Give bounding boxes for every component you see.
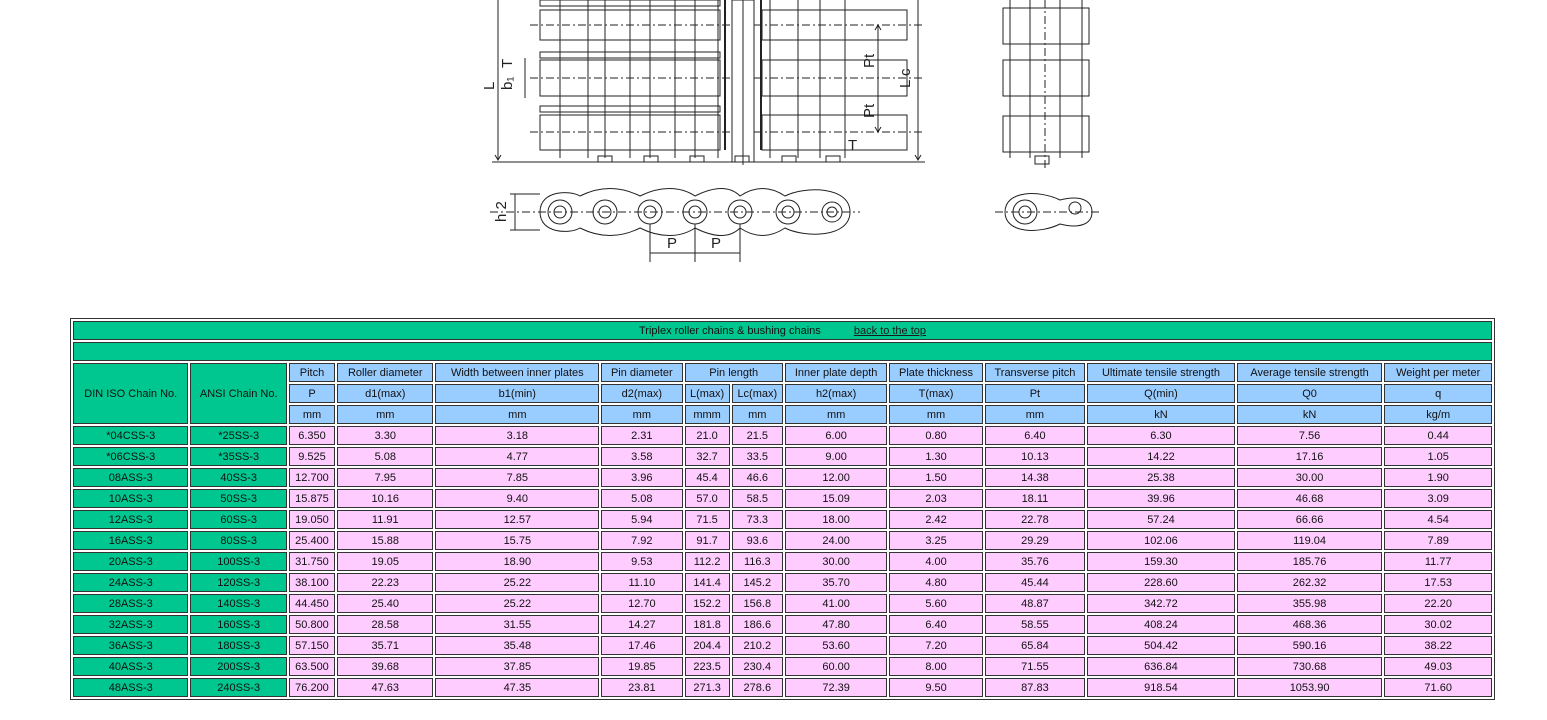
value-cell: 25.38 xyxy=(1087,468,1235,487)
symbol-cell: d2(max) xyxy=(601,384,682,403)
value-cell: 30.02 xyxy=(1384,615,1492,634)
value-cell: 19.05 xyxy=(337,552,433,571)
table-row xyxy=(73,489,1492,508)
p-label-left: P xyxy=(667,235,678,252)
value-cell: 39.68 xyxy=(337,657,433,676)
value-cell: 918.54 xyxy=(1087,678,1235,697)
value-cell: 71.55 xyxy=(985,657,1085,676)
value-cell: 152.2 xyxy=(685,594,730,613)
lc-label: L c xyxy=(897,68,914,88)
value-cell: 45.44 xyxy=(985,573,1085,592)
strand-1 xyxy=(530,0,925,40)
value-cell: 0.44 xyxy=(1384,426,1492,445)
value-cell: 37.85 xyxy=(435,657,599,676)
value-cell: 47.63 xyxy=(337,678,433,697)
header-plate-thickness: Plate thickness xyxy=(889,363,982,382)
value-cell: 71.60 xyxy=(1384,678,1492,697)
value-cell: 14.38 xyxy=(985,468,1085,487)
value-cell: 22.23 xyxy=(337,573,433,592)
header-width: Width between inner plates xyxy=(435,363,599,382)
ansi-chain-no-cell: *35SS-3 xyxy=(190,447,286,466)
t-label-right: T xyxy=(848,137,858,154)
value-cell: 228.60 xyxy=(1087,573,1235,592)
symbol-cell: d1(max) xyxy=(337,384,433,403)
value-cell: 46.6 xyxy=(732,468,783,487)
value-cell: 12.00 xyxy=(785,468,887,487)
value-cell: 102.06 xyxy=(1087,531,1235,550)
header-ultimate-strength: Ultimate tensile strength xyxy=(1087,363,1235,382)
l-label: L xyxy=(481,81,498,90)
din-chain-no-cell: 32ASS-3 xyxy=(73,615,188,634)
value-cell: 15.875 xyxy=(289,489,335,508)
value-cell: 15.09 xyxy=(785,489,887,508)
unit-cell: mm xyxy=(337,405,433,424)
value-cell: 230.4 xyxy=(732,657,783,676)
spec-table-container xyxy=(70,318,1495,700)
value-cell: 14.27 xyxy=(601,615,682,634)
symbol-cell: Lc(max) xyxy=(732,384,783,403)
ansi-chain-no-cell: 60SS-3 xyxy=(190,510,286,529)
value-cell: 145.2 xyxy=(732,573,783,592)
value-cell: 6.00 xyxy=(785,426,887,445)
value-cell: 6.30 xyxy=(1087,426,1235,445)
unit-cell: mm xyxy=(435,405,599,424)
value-cell: 53.60 xyxy=(785,636,887,655)
ansi-chain-no-cell: 40SS-3 xyxy=(190,468,286,487)
header-weight: Weight per meter xyxy=(1384,363,1492,382)
value-cell: 2.31 xyxy=(601,426,682,445)
value-cell: 9.00 xyxy=(785,447,887,466)
value-cell: 223.5 xyxy=(685,657,730,676)
value-cell: 730.68 xyxy=(1237,657,1383,676)
value-cell: 17.53 xyxy=(1384,573,1492,592)
value-cell: 35.48 xyxy=(435,636,599,655)
roller-lines xyxy=(560,0,845,158)
value-cell: 35.70 xyxy=(785,573,887,592)
value-cell: 11.91 xyxy=(337,510,433,529)
value-cell: 21.0 xyxy=(685,426,730,445)
unit-cell: mmm xyxy=(685,405,730,424)
value-cell: 590.16 xyxy=(1237,636,1383,655)
value-cell: 181.8 xyxy=(685,615,730,634)
table-row xyxy=(73,636,1492,655)
header-ansi: ANSI Chain No. xyxy=(190,363,286,424)
value-cell: 9.53 xyxy=(601,552,682,571)
value-cell: 57.150 xyxy=(289,636,335,655)
value-cell: 210.2 xyxy=(732,636,783,655)
value-cell: 63.500 xyxy=(289,657,335,676)
table-row xyxy=(73,510,1492,529)
value-cell: 3.25 xyxy=(889,531,982,550)
value-cell: 29.29 xyxy=(985,531,1085,550)
symbol-cell: L(max) xyxy=(685,384,730,403)
chain-technical-drawing xyxy=(470,0,1110,270)
value-cell: 342.72 xyxy=(1087,594,1235,613)
value-cell: 3.58 xyxy=(601,447,682,466)
value-cell: 1.30 xyxy=(889,447,982,466)
symbol-cell: Q(min) xyxy=(1087,384,1235,403)
symbol-cell: Pt xyxy=(985,384,1085,403)
value-cell: 87.83 xyxy=(985,678,1085,697)
ansi-chain-no-cell: 240SS-3 xyxy=(190,678,286,697)
h2-label: h 2 xyxy=(493,201,510,222)
table-row xyxy=(73,573,1492,592)
table-row xyxy=(73,657,1492,676)
b1-label: b₁ xyxy=(499,76,516,90)
p-label-right: P xyxy=(711,235,722,252)
symbol-cell: P xyxy=(289,384,335,403)
value-cell: 10.16 xyxy=(337,489,433,508)
value-cell: 31.750 xyxy=(289,552,335,571)
value-cell: 185.76 xyxy=(1237,552,1383,571)
value-cell: 50.800 xyxy=(289,615,335,634)
value-cell: 7.20 xyxy=(889,636,982,655)
value-cell: 47.80 xyxy=(785,615,887,634)
unit-cell: mm xyxy=(785,405,887,424)
value-cell: 9.40 xyxy=(435,489,599,508)
value-cell: 38.22 xyxy=(1384,636,1492,655)
value-cell: 57.0 xyxy=(685,489,730,508)
value-cell: 47.35 xyxy=(435,678,599,697)
value-cell: 5.60 xyxy=(889,594,982,613)
value-cell: 355.98 xyxy=(1237,594,1383,613)
unit-cell: mm xyxy=(732,405,783,424)
triplex-end-view xyxy=(1003,0,1089,168)
value-cell: 12.700 xyxy=(289,468,335,487)
value-cell: 14.22 xyxy=(1087,447,1235,466)
value-cell: 5.08 xyxy=(337,447,433,466)
value-cell: 32.7 xyxy=(685,447,730,466)
ansi-chain-no-cell: 160SS-3 xyxy=(190,615,286,634)
value-cell: 17.16 xyxy=(1237,447,1383,466)
value-cell: 636.84 xyxy=(1087,657,1235,676)
symbol-cell: T(max) xyxy=(889,384,982,403)
triplex-chain-spec-table xyxy=(70,318,1495,700)
unit-cell: kg/m xyxy=(1384,405,1492,424)
value-cell: 65.84 xyxy=(985,636,1085,655)
value-cell: 73.3 xyxy=(732,510,783,529)
value-cell: 408.24 xyxy=(1087,615,1235,634)
din-chain-no-cell: *04CSS-3 xyxy=(73,426,188,445)
value-cell: 25.22 xyxy=(435,573,599,592)
value-cell: 22.78 xyxy=(985,510,1085,529)
value-cell: 44.450 xyxy=(289,594,335,613)
value-cell: 45.4 xyxy=(685,468,730,487)
value-cell: 22.20 xyxy=(1384,594,1492,613)
value-cell: 19.050 xyxy=(289,510,335,529)
value-cell: 141.4 xyxy=(685,573,730,592)
table-row xyxy=(73,615,1492,634)
value-cell: 156.8 xyxy=(732,594,783,613)
header-pitch: Pitch xyxy=(289,363,335,382)
value-cell: 6.40 xyxy=(985,426,1085,445)
header-average-strength: Average tensile strength xyxy=(1237,363,1383,382)
header-plate-depth: Inner plate depth xyxy=(785,363,887,382)
unit-cell: kN xyxy=(1087,405,1235,424)
value-cell: 271.3 xyxy=(685,678,730,697)
ansi-chain-no-cell: 80SS-3 xyxy=(190,531,286,550)
value-cell: 58.5 xyxy=(732,489,783,508)
value-cell: 6.40 xyxy=(889,615,982,634)
din-chain-no-cell: 16ASS-3 xyxy=(73,531,188,550)
value-cell: 12.70 xyxy=(601,594,682,613)
table-row xyxy=(73,426,1492,445)
din-chain-no-cell: *06CSS-3 xyxy=(73,447,188,466)
value-cell: 17.46 xyxy=(601,636,682,655)
value-cell: 35.76 xyxy=(985,552,1085,571)
value-cell: 1.05 xyxy=(1384,447,1492,466)
value-cell: 278.6 xyxy=(732,678,783,697)
value-cell: 19.85 xyxy=(601,657,682,676)
pt-label-lower: Pt xyxy=(861,103,878,118)
value-cell: 72.39 xyxy=(785,678,887,697)
unit-cell: mm xyxy=(289,405,335,424)
value-cell: 186.6 xyxy=(732,615,783,634)
ansi-chain-no-cell: 140SS-3 xyxy=(190,594,286,613)
value-cell: 9.50 xyxy=(889,678,982,697)
chain-front-view xyxy=(490,189,860,263)
table-row xyxy=(73,468,1492,487)
value-cell: 60.00 xyxy=(785,657,887,676)
value-cell: 18.00 xyxy=(785,510,887,529)
value-cell: 30.00 xyxy=(785,552,887,571)
back-to-top-link[interactable]: back to the top xyxy=(853,324,927,337)
blank-row xyxy=(73,342,1492,361)
ansi-chain-no-cell: 200SS-3 xyxy=(190,657,286,676)
value-cell: 2.42 xyxy=(889,510,982,529)
symbol-cell: Q0 xyxy=(1237,384,1383,403)
value-cell: 116.3 xyxy=(732,552,783,571)
value-cell: 6.350 xyxy=(289,426,335,445)
value-cell: 3.96 xyxy=(601,468,682,487)
value-cell: 39.96 xyxy=(1087,489,1235,508)
value-cell: 91.7 xyxy=(685,531,730,550)
din-chain-no-cell: 24ASS-3 xyxy=(73,573,188,592)
value-cell: 0.80 xyxy=(889,426,982,445)
value-cell: 159.30 xyxy=(1087,552,1235,571)
value-cell: 4.80 xyxy=(889,573,982,592)
value-cell: 3.09 xyxy=(1384,489,1492,508)
ansi-chain-no-cell: 120SS-3 xyxy=(190,573,286,592)
din-chain-no-cell: 48ASS-3 xyxy=(73,678,188,697)
din-chain-no-cell: 28ASS-3 xyxy=(73,594,188,613)
value-cell: 25.400 xyxy=(289,531,335,550)
t-label-left: T xyxy=(499,58,516,68)
value-cell: 76.200 xyxy=(289,678,335,697)
symbol-cell: b1(min) xyxy=(435,384,599,403)
din-chain-no-cell: 08ASS-3 xyxy=(73,468,188,487)
value-cell: 4.54 xyxy=(1384,510,1492,529)
value-cell: 7.92 xyxy=(601,531,682,550)
value-cell: 28.58 xyxy=(337,615,433,634)
blank-cell xyxy=(73,342,1492,361)
value-cell: 11.10 xyxy=(601,573,682,592)
value-cell: 7.56 xyxy=(1237,426,1383,445)
ansi-chain-no-cell: 180SS-3 xyxy=(190,636,286,655)
value-cell: 57.24 xyxy=(1087,510,1235,529)
header-transverse-pitch: Transverse pitch xyxy=(985,363,1085,382)
value-cell: 15.75 xyxy=(435,531,599,550)
value-cell: 25.40 xyxy=(337,594,433,613)
ansi-chain-no-cell: 50SS-3 xyxy=(190,489,286,508)
value-cell: 7.89 xyxy=(1384,531,1492,550)
value-cell: 12.57 xyxy=(435,510,599,529)
value-cell: 25.22 xyxy=(435,594,599,613)
value-cell: 15.88 xyxy=(337,531,433,550)
header-roller: Roller diameter xyxy=(337,363,433,382)
din-chain-no-cell: 36ASS-3 xyxy=(73,636,188,655)
value-cell: 58.55 xyxy=(985,615,1085,634)
chain-drawing-svg xyxy=(470,0,1110,270)
value-cell: 112.2 xyxy=(685,552,730,571)
value-cell: 71.5 xyxy=(685,510,730,529)
table-row xyxy=(73,552,1492,571)
din-chain-no-cell: 10ASS-3 xyxy=(73,489,188,508)
triplex-top-view xyxy=(481,0,925,165)
value-cell: 5.94 xyxy=(601,510,682,529)
symbol-cell: q xyxy=(1384,384,1492,403)
unit-cell: mm xyxy=(985,405,1085,424)
header-pin-diameter: Pin diameter xyxy=(601,363,682,382)
value-cell: 1053.90 xyxy=(1237,678,1383,697)
din-chain-no-cell: 40ASS-3 xyxy=(73,657,188,676)
value-cell: 18.90 xyxy=(435,552,599,571)
value-cell: 66.66 xyxy=(1237,510,1383,529)
value-cell: 4.00 xyxy=(889,552,982,571)
symbol-cell: h2(max) xyxy=(785,384,887,403)
value-cell: 3.18 xyxy=(435,426,599,445)
value-cell: 2.03 xyxy=(889,489,982,508)
unit-cell: kN xyxy=(1237,405,1383,424)
header-pin-length: Pin length xyxy=(685,363,783,382)
value-cell: 10.13 xyxy=(985,447,1085,466)
ansi-chain-no-cell: *25SS-3 xyxy=(190,426,286,445)
value-cell: 7.85 xyxy=(435,468,599,487)
din-chain-no-cell: 12ASS-3 xyxy=(73,510,188,529)
value-cell: 468.36 xyxy=(1237,615,1383,634)
title-cell xyxy=(73,321,1492,340)
table-row xyxy=(73,447,1492,466)
value-cell: 4.77 xyxy=(435,447,599,466)
value-cell: 8.00 xyxy=(889,657,982,676)
value-cell: 262.32 xyxy=(1237,573,1383,592)
value-cell: 504.42 xyxy=(1087,636,1235,655)
value-cell: 49.03 xyxy=(1384,657,1492,676)
value-cell: 46.68 xyxy=(1237,489,1383,508)
value-cell: 21.5 xyxy=(732,426,783,445)
unit-cell: mm xyxy=(889,405,982,424)
value-cell: 204.4 xyxy=(685,636,730,655)
unit-cell: mm xyxy=(601,405,682,424)
din-chain-no-cell: 20ASS-3 xyxy=(73,552,188,571)
value-cell: 1.90 xyxy=(1384,468,1492,487)
table-title: Triplex roller chains & bushing chains xyxy=(638,324,821,337)
value-cell: 41.00 xyxy=(785,594,887,613)
value-cell: 3.30 xyxy=(337,426,433,445)
value-cell: 5.08 xyxy=(601,489,682,508)
value-cell: 1.50 xyxy=(889,468,982,487)
header-row-names xyxy=(73,363,1492,382)
value-cell: 33.5 xyxy=(732,447,783,466)
value-cell: 31.55 xyxy=(435,615,599,634)
value-cell: 7.95 xyxy=(337,468,433,487)
value-cell: 24.00 xyxy=(785,531,887,550)
pt-label-upper: Pt xyxy=(861,53,878,68)
value-cell: 30.00 xyxy=(1237,468,1383,487)
title-row xyxy=(73,321,1492,340)
value-cell: 93.6 xyxy=(732,531,783,550)
value-cell: 18.11 xyxy=(985,489,1085,508)
table-row xyxy=(73,678,1492,697)
value-cell: 9.525 xyxy=(289,447,335,466)
value-cell: 38.100 xyxy=(289,573,335,592)
end-view-detail xyxy=(995,194,1100,231)
value-cell: 23.81 xyxy=(601,678,682,697)
header-din: DIN ISO Chain No. xyxy=(73,363,188,424)
ansi-chain-no-cell: 100SS-3 xyxy=(190,552,286,571)
pin-heads xyxy=(598,156,840,162)
value-cell: 35.71 xyxy=(337,636,433,655)
table-row xyxy=(73,594,1492,613)
value-cell: 11.77 xyxy=(1384,552,1492,571)
table-row xyxy=(73,531,1492,550)
value-cell: 119.04 xyxy=(1237,531,1383,550)
value-cell: 48.87 xyxy=(985,594,1085,613)
